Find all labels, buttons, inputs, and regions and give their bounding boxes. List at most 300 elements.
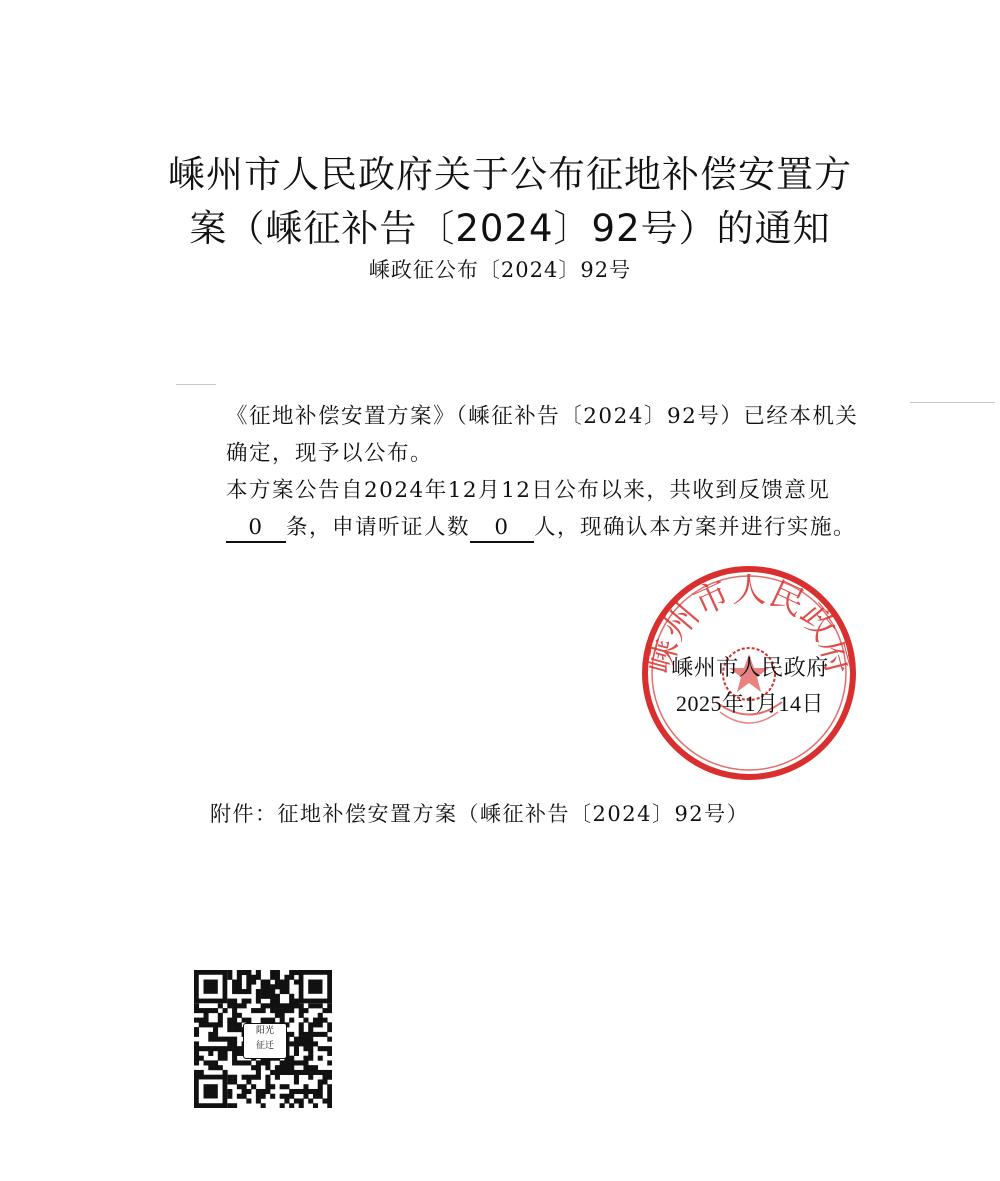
qr-module: [327, 1060, 332, 1065]
qr-module: [208, 1065, 213, 1070]
qr-module: [303, 1046, 308, 1051]
qr-module: [318, 1084, 323, 1089]
qr-module: [218, 1065, 223, 1070]
qr-module: [227, 1103, 232, 1108]
qr-module: [227, 1075, 232, 1080]
qr-module: [313, 1032, 318, 1037]
qr-module: [289, 1089, 294, 1094]
qr-module: [270, 984, 275, 989]
qr-module: [299, 1089, 304, 1094]
qr-module: [289, 1056, 294, 1061]
qr-module: [294, 1075, 299, 1080]
qr-module: [242, 970, 247, 975]
qr-module: [318, 1013, 323, 1018]
qr-module: [256, 1008, 261, 1013]
qr-module: [194, 1051, 199, 1056]
qr-module: [289, 994, 294, 999]
qr-module: [280, 1084, 285, 1089]
qr-module: [289, 1032, 294, 1037]
qr-module: [246, 1060, 251, 1065]
qr-module: [265, 1018, 270, 1023]
qr-module: [280, 984, 285, 989]
qr-module: [246, 1098, 251, 1103]
qr-module: [232, 999, 237, 1004]
qr-module: [232, 1027, 237, 1032]
qr-module: [256, 1098, 261, 1103]
qr-module: [280, 1070, 285, 1075]
qr-module: [270, 1008, 275, 1013]
qr-module: [322, 1075, 327, 1080]
qr-module: [208, 1032, 213, 1037]
title-line-2: 案（嵊征补告〔2024〕92号）的通知: [189, 207, 831, 250]
qr-module: [265, 1079, 270, 1084]
scan-artifact-line: [176, 384, 216, 385]
qr-module: [208, 1046, 213, 1051]
qr-module: [246, 1089, 251, 1094]
qr-module: [318, 1003, 323, 1008]
qr-module: [256, 970, 261, 975]
qr-module: [275, 1003, 280, 1008]
qr-module: [318, 1032, 323, 1037]
qr-module: [313, 1003, 318, 1008]
qr-module: [284, 984, 289, 989]
qr-module: [256, 1075, 261, 1080]
document-title: [100, 148, 920, 256]
qr-module: [275, 1065, 280, 1070]
qr-module: [313, 1018, 318, 1023]
attachment-note: 附件：征地补偿安置方案（嵊征补告〔2024〕92号）: [210, 802, 750, 826]
qr-finder-pattern: [204, 980, 218, 994]
qr-module: [251, 1065, 256, 1070]
qr-module: [251, 980, 256, 985]
qr-module: [242, 1018, 247, 1023]
qr-module: [265, 980, 270, 985]
qr-module: [294, 1098, 299, 1103]
qr-module: [246, 999, 251, 1004]
qr-module: [308, 1065, 313, 1070]
qr-module: [218, 1037, 223, 1042]
qr-module: [294, 999, 299, 1004]
qr-module: [318, 1070, 323, 1075]
svg-text:嵊州市人民政府: 嵊州市人民政府: [639, 570, 859, 679]
qr-module: [280, 980, 285, 985]
qr-label-line-2: 征迁: [255, 1041, 274, 1051]
qr-module: [265, 1003, 270, 1008]
qr-module: [223, 1046, 228, 1051]
qr-module: [232, 1056, 237, 1061]
paragraph-feedback: [178, 472, 868, 546]
qr-module: [270, 1084, 275, 1089]
qr-module: [308, 1037, 313, 1042]
qr-module: [232, 1051, 237, 1056]
qr-module: [251, 1075, 256, 1080]
qr-module: [327, 1008, 332, 1013]
qr-finder-pattern: [204, 1084, 218, 1098]
qr-module: [275, 1070, 280, 1075]
qr-module: [232, 1003, 237, 1008]
qr-module: [261, 1003, 266, 1008]
qr-module: [280, 1103, 285, 1108]
qr-module: [289, 1103, 294, 1108]
paragraph-feedback-text-2: 条，申请听证人数: [286, 515, 471, 540]
qr-module: [318, 1022, 323, 1027]
qr-module: [232, 1018, 237, 1023]
qr-module: [308, 1027, 313, 1032]
qr-module: [237, 1060, 242, 1065]
qr-module: [194, 1070, 199, 1075]
qr-module: [275, 980, 280, 985]
qr-module: [223, 1056, 228, 1061]
qr-module: [213, 1022, 218, 1027]
qr-module: [256, 1060, 261, 1065]
qr-module: [246, 980, 251, 985]
qr-module: [313, 1022, 318, 1027]
qr-module: [265, 1075, 270, 1080]
qr-module: [289, 1060, 294, 1065]
qr-module: [289, 1018, 294, 1023]
qr-module: [289, 1003, 294, 1008]
qr-module: [280, 1060, 285, 1065]
qr-module: [204, 1060, 209, 1065]
qr-module: [275, 975, 280, 980]
qr-module: [299, 1003, 304, 1008]
qr-module: [265, 1084, 270, 1089]
qr-module: [299, 1013, 304, 1018]
qr-module: [194, 1032, 199, 1037]
qr-module: [313, 1094, 318, 1099]
qr-module: [280, 1018, 285, 1023]
qr-module: [294, 980, 299, 985]
qr-module: [299, 1032, 304, 1037]
qr-module: [213, 1027, 218, 1032]
qr-module: [294, 1060, 299, 1065]
qr-module: [251, 975, 256, 980]
qr-module: [194, 1041, 199, 1046]
qr-module: [227, 1003, 232, 1008]
qr-module: [246, 1018, 251, 1023]
qr-module: [303, 1065, 308, 1070]
qr-module: [256, 1070, 261, 1075]
qr-module: [204, 1018, 209, 1023]
qr-module: [270, 994, 275, 999]
qr-module: [327, 1003, 332, 1008]
qr-module: [261, 1060, 266, 1065]
qr-module: [284, 1008, 289, 1013]
qr-module: [242, 1003, 247, 1008]
qr-module: [237, 1094, 242, 1099]
qr-module: [280, 1008, 285, 1013]
qr-module: [313, 1089, 318, 1094]
qr-module: [318, 1056, 323, 1061]
qr-module: [275, 994, 280, 999]
qr-module: [246, 1075, 251, 1080]
qr-module: [218, 1051, 223, 1056]
qr-module: [232, 1046, 237, 1051]
qr-module: [284, 1065, 289, 1070]
qr-module: [284, 989, 289, 994]
qr-module: [322, 1046, 327, 1051]
qr-module: [199, 1008, 204, 1013]
qr-module: [308, 1041, 313, 1046]
qr-module: [237, 989, 242, 994]
qr-module: [327, 1070, 332, 1075]
qr-module: [227, 1079, 232, 1084]
qr-module: [294, 1041, 299, 1046]
qr-module: [246, 1079, 251, 1084]
qr-module: [284, 1060, 289, 1065]
paragraph-announcement: 《征地补偿安置方案》（嵊征补告〔2024〕92号）已经本机关确定，现予以公布。: [226, 404, 859, 466]
qr-module: [299, 1060, 304, 1065]
qr-module: [327, 1084, 332, 1089]
qr-module: [289, 1041, 294, 1046]
qr-module: [270, 1070, 275, 1075]
qr-module: [327, 1037, 332, 1042]
qr-module: [256, 999, 261, 1004]
qr-module: [284, 1070, 289, 1075]
qr-module: [204, 1022, 209, 1027]
qr-module: [265, 989, 270, 994]
qr-module: [204, 1046, 209, 1051]
qr-module: [289, 1065, 294, 1070]
qr-module: [265, 1089, 270, 1094]
qr-module: [218, 1013, 223, 1018]
qr-module: [194, 1046, 199, 1051]
qr-module: [232, 1079, 237, 1084]
qr-module: [289, 999, 294, 1004]
qr-module: [318, 1046, 323, 1051]
paragraph-feedback-text-1: 本方案公告自2024年12月12日公布以来，共收到反馈意见: [226, 478, 831, 503]
signature-block: [650, 650, 850, 722]
qr-module: [227, 1018, 232, 1023]
qr-module: [270, 1018, 275, 1023]
qr-module: [308, 1070, 313, 1075]
qr-module: [313, 1065, 318, 1070]
qr-module: [322, 1098, 327, 1103]
qr-module: [280, 1094, 285, 1099]
qr-module: [227, 1089, 232, 1094]
qr-module: [237, 970, 242, 975]
qr-module: [280, 1003, 285, 1008]
qr-module: [270, 989, 275, 994]
qr-module: [208, 1060, 213, 1065]
qr-module: [294, 1003, 299, 1008]
qr-module: [237, 1084, 242, 1089]
qr-module: [327, 1022, 332, 1027]
qr-module: [237, 1051, 242, 1056]
qr-module: [246, 984, 251, 989]
qr-module: [227, 1027, 232, 1032]
paragraph-feedback-text-3: 人，现确认本方案并进行实施。: [534, 515, 857, 540]
qr-module: [294, 1037, 299, 1042]
qr-module: [218, 1046, 223, 1051]
qr-module: [327, 1094, 332, 1099]
qr-module: [299, 1098, 304, 1103]
qr-module: [289, 970, 294, 975]
qr-module: [308, 1098, 313, 1103]
qr-module: [280, 989, 285, 994]
qr-module: [194, 1008, 199, 1013]
qr-module: [232, 1041, 237, 1046]
qr-module: [242, 1075, 247, 1080]
qr-module: [294, 1079, 299, 1084]
qr-module: [299, 1041, 304, 1046]
qr-module: [208, 1008, 213, 1013]
qr-module: [227, 970, 232, 975]
qr-module: [194, 1018, 199, 1023]
qr-module: [322, 1008, 327, 1013]
qr-module: [313, 1070, 318, 1075]
qr-module: [327, 1103, 332, 1108]
qr-module: [213, 1037, 218, 1042]
qr-module: [261, 1089, 266, 1094]
qr-module: [270, 975, 275, 980]
qr-module: [299, 1027, 304, 1032]
qr-module: [218, 1018, 223, 1023]
qr-module: [232, 1037, 237, 1042]
qr-module: [256, 975, 261, 980]
qr-module: [289, 1008, 294, 1013]
qr-module: [308, 1075, 313, 1080]
qr-module: [308, 1056, 313, 1061]
qr-module: [261, 1094, 266, 1099]
qr-module: [237, 1027, 242, 1032]
qr-module: [308, 1003, 313, 1008]
qr-module: [199, 1046, 204, 1051]
qr-module: [256, 1089, 261, 1094]
qr-module: [275, 1013, 280, 1018]
qr-module: [242, 999, 247, 1004]
qr-module: [213, 1065, 218, 1070]
qr-module: [327, 1089, 332, 1094]
qr-module: [237, 984, 242, 989]
qr-module: [275, 999, 280, 1004]
qr-module: [251, 1008, 256, 1013]
document-number: 嵊政征公布〔2024〕92号: [368, 258, 632, 282]
qr-module: [242, 989, 247, 994]
qr-module: [303, 1041, 308, 1046]
qr-module: [227, 1046, 232, 1051]
qr-module: [270, 1003, 275, 1008]
qr-module: [242, 1060, 247, 1065]
qr-module: [299, 1103, 304, 1108]
qr-module: [294, 1046, 299, 1051]
qr-module: [270, 1094, 275, 1099]
qr-module: [265, 1060, 270, 1065]
qr-module: [265, 984, 270, 989]
qr-module: [303, 1018, 308, 1023]
qr-module: [303, 1094, 308, 1099]
qr-module: [261, 1008, 266, 1013]
qr-module: [322, 1070, 327, 1075]
qr-module: [275, 1008, 280, 1013]
qr-module: [303, 1089, 308, 1094]
qr-module: [313, 1041, 318, 1046]
qr-module: [237, 975, 242, 980]
qr-label-line-1: 阳光: [255, 1026, 274, 1036]
qr-module: [199, 1022, 204, 1027]
qr-module: [322, 1079, 327, 1084]
qr-module: [213, 1008, 218, 1013]
qr-module: [318, 1089, 323, 1094]
qr-module: [237, 1022, 242, 1027]
qr-module: [261, 1103, 266, 1108]
qr-module: [327, 1027, 332, 1032]
qr-module: [237, 1003, 242, 1008]
qr-module: [318, 1079, 323, 1084]
qr-module: [204, 1013, 209, 1018]
qr-module: [232, 980, 237, 985]
qr-module: [299, 1070, 304, 1075]
qr-module: [280, 1065, 285, 1070]
qr-code-label: [243, 1023, 287, 1059]
qr-module: [322, 1018, 327, 1023]
qr-module: [246, 970, 251, 975]
qr-module: [294, 1070, 299, 1075]
qr-module: [303, 1060, 308, 1065]
qr-module: [261, 980, 266, 985]
qr-finder-pattern: [308, 980, 322, 994]
qr-module: [284, 975, 289, 980]
qr-module: [265, 994, 270, 999]
qr-module: [232, 1103, 237, 1108]
qr-module: [232, 984, 237, 989]
qr-module: [284, 1094, 289, 1099]
qr-module: [194, 1003, 199, 1008]
qr-module: [327, 1051, 332, 1056]
qr-module: [280, 1013, 285, 1018]
qr-module: [213, 1060, 218, 1065]
qr-module: [303, 1084, 308, 1089]
issuer-name: 嵊州市人民政府: [671, 655, 829, 680]
qr-module: [275, 1075, 280, 1080]
qr-module: [227, 1022, 232, 1027]
qr-module: [275, 984, 280, 989]
qr-module: [237, 980, 242, 985]
qr-module: [299, 1037, 304, 1042]
qr-module: [256, 994, 261, 999]
qr-module: [232, 1060, 237, 1065]
qr-module: [261, 994, 266, 999]
qr-module: [232, 1008, 237, 1013]
qr-module: [227, 999, 232, 1004]
qr-module: [256, 1065, 261, 1070]
qr-module: [284, 980, 289, 985]
qr-module: [289, 1094, 294, 1099]
qr-module: [227, 1041, 232, 1046]
qr-module: [208, 1051, 213, 1056]
qr-module: [199, 1056, 204, 1061]
qr-module: [303, 1056, 308, 1061]
qr-module: [261, 984, 266, 989]
qr-module: [327, 1075, 332, 1080]
qr-module: [227, 975, 232, 980]
qr-module: [289, 975, 294, 980]
qr-module: [218, 1003, 223, 1008]
qr-module: [294, 970, 299, 975]
qr-module: [242, 1084, 247, 1089]
qr-module: [246, 975, 251, 980]
qr-module: [208, 1037, 213, 1042]
qr-module: [303, 1070, 308, 1075]
qr-module: [303, 1008, 308, 1013]
qr-module: [308, 1032, 313, 1037]
qr-module: [308, 1051, 313, 1056]
qr-module: [237, 1046, 242, 1051]
qr-module: [284, 1084, 289, 1089]
qr-module: [303, 1037, 308, 1042]
qr-module: [313, 1103, 318, 1108]
scan-artifact-line: [910, 402, 995, 403]
